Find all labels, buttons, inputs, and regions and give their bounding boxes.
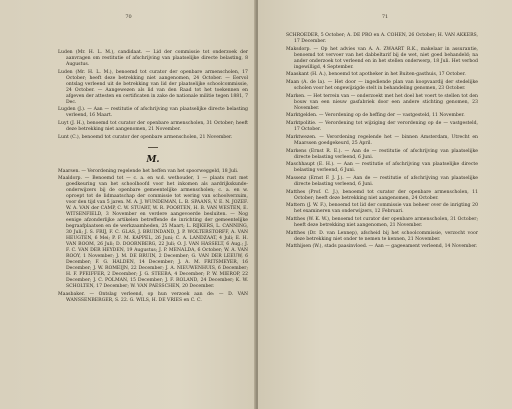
right-page	[258, 0, 512, 409]
left-column	[58, 50, 248, 306]
index-entry: Marktpolitie. — Verordening tot wijziging der verordening op de — vastgesteld, 17 October.	[286, 121, 478, 133]
index-entry: Lunt (C.), benoemd tot curator der openbare armenscholen, 21 November.	[58, 134, 233, 140]
index-entry: Lugden (J.). — Aan — restitutie of afschrijving van plaatselijke directe belasting verleend, 16 Maart.	[58, 107, 248, 119]
index-entry: Luden (Mr. H. L. M.), candidaat. — Lid der commissie tot onderzoek der aanvragen om restitutie of afschrijving van plaatselijke directe belasting, 8 Augustus.	[58, 50, 248, 67]
index-entry: Marktgelden. — Verordening op de heffing der — vastgesteld, 11 November.	[286, 113, 465, 119]
index-entry: Maan (A. de la). — Het door — ingediende plan van koopvaardij der stedelijke scholen voor het ongewijzigde stelt in behandeling genomen, 23 October.	[286, 80, 478, 92]
index-entry: Maasbaker. — Ontslag verleend, op hun verzoek aan de: — D. VAN WANSSENBERGER, S. 22. G. WILS, H. DE VRIES en C. C.	[58, 292, 248, 304]
index-entry: Matthes (Prof. C. J.), benoemd tot curator der openbare armenscholen, 11 October; heeft deze betrekking niet aangenomen, 24 October.	[286, 189, 478, 201]
page-number: 70	[125, 14, 132, 20]
index-entry: Matthes (Dr. D. van Lennep), afscheid bij het schoolcommissie, verzocht voor deze betrekking niet onder te nemen te kennen, 21 November.	[286, 230, 478, 242]
index-entry: Maaskant (H. A.), benoemd tot apotheker in het Buiten-gasthuis, 17 October.	[286, 72, 466, 78]
index-entry: Mattern (J. W. F.), benoemd tot lid der commissie van beheer over de inrigting 20 het examineren van onderwijzers, 12 Februari.	[286, 203, 478, 215]
index-entry: Marktwezen. — Verordening regelende het — binnen Amsterdam, Utrecht en Maarssen goedgekeurd, 25 April.	[286, 134, 478, 146]
index-entry: Maschhaupt (E. H.). — Aan — restitutie of afschrijving van plaatselijke directe belasting verleend, 6 Juni.	[286, 162, 478, 174]
index-entry: Markens (Ernst R. E.). — Aan de — restitutie of afschrijving van plaatselijke directe belasting verleend, 6 Juni.	[286, 148, 478, 160]
section-heading: M.	[146, 154, 160, 165]
page-number: 71	[381, 14, 389, 20]
index-entry: Maksdorp. — Op het advies van A. A. ZWAART R.K., makelaar in assurantie, benoemd tot vervoer van het dabbeltarif bij de wet, niet goed behandeld; na ander onderzoek tot verleend en in het stellen onderwerp, 18 Juli. Het verbod ingewilligd, 4 September.	[286, 46, 478, 70]
index-entry: Massenz (Ernst F. J. J.). — Aan de — restitutie of afschrijving van plaatselijke directe belasting verleend, 6 Juni.	[286, 175, 478, 187]
index-entry: Luden (Mr. H. L. M.), benoemd tot curator der openbare armenscholen, 17 October; heeft deze betrekking niet aangenomen, 24 October. — Eervol ontslag verleend uit de betrekking van lid der plaatselijke schoolcommissie, 24 October. — Aangewezen als lid van den Raad tot het toekennen en afgeven der attesten en certificaten in zake de nationale militie tegen 1881, 7 Dec.	[58, 69, 248, 105]
section-divider	[148, 147, 158, 148]
index-entry: Matthijsen (W.), stads paasinvloed. — Aan — gageeament verleend, 14 November.	[286, 244, 478, 250]
index-entry: Maarsen. — Verordening regelende het heffen van het spoorweggeld, 18 Juli.	[58, 168, 239, 174]
index-entry: Luyt (J. H.), benoemd tot curator der openbare armenscholen, 31 October; heeft deze betrekking niet aangenomen, 21 November.	[58, 121, 248, 133]
right-column	[286, 33, 478, 252]
index-entry: SCHROEDER, 5 October; A. DE PRO en A. COHEN, 26 October; H. VAN AKKERS, 17 December.	[286, 33, 478, 44]
index-entry: Maaldorp. — Benoemd tot — c. a. en w.d. wethouder, 1 — plaats rust met goedkeuring van het schoolhoofd voor het inkomen als aardrijkskunde-onderwijzers bij de openbare gemeentelijke armenscholen; c. a. en w. oproept tot de lidmaatschap der commissie tot wering van schoolverzuim, voor den tijd van 5 jaren. M. A. J. WUNDEMAN, L. B. SPAANS, V. E. N. JOZEF. W. A. VAN der CAMP, C. W. STUART, W. R. POORTEN, H. B. VAN WESTEN, E. WITSENFIELD, 3 November en verdere aangevoerde besluiten. — Nog eenige afzonderlijke artikelen betreffende de inrichting der gemeentelijke begraafplaatsen en de werkzaamheden, 25 Maart; L. RIJKERS, L. CANNING, 30 Juli; J. S. FRIJ, F. C. GLAS, J. BRUINDAND, J. P. WOLTERSTORFF, A. VAN HEUGTEN, 6 Mei; P. F. M. KAPPEL, 26 Juni; C. A. LANDZAAT, 4 Juli; E. H. VAN BOOM, 26 Juli; D. DOORNBERG, 22 Juli; O. J. VAN HASSELT, 6 Aug.; J. F. C. VAN DER HEYDEN, 19 Augustus; J. P. MENALDA, 6 October; W. A. VAN ROOY, 1 November; J. M. DE BRUIN, 2 December; G. VAN DER LEEUW, 6 December; F. G. HALDEN, 14 December; J. A. M. FRITSMEYER, 16 December; J. W. ROMEIJN, 22 December; J. A. NIEUWENHUIS, 6 December; H. F. PFEIFFER, 2 December; J. G. STEEBA, 4 December; P. W. MIEROP, 22 December; J. C. POLMAN, 15 December; J. F. ROLAND, 24 December; K. W. SCHOLTEN, 17 December; W. VAN PAESSCHEN, 20 December.	[58, 176, 248, 290]
index-entry: Marken. — Het terrein van — onderzoekt met het doel het voert te stellen tot den bouw van een nieuw gasfabriek door een andere stichting genomen, 23 November.	[286, 93, 478, 111]
index-entry: Matthes (W. K. W.), benoemd tot curator der openbare armenscholen, 31 October; heeft deze betrekking niet aangenomen, 21 November.	[286, 216, 478, 228]
